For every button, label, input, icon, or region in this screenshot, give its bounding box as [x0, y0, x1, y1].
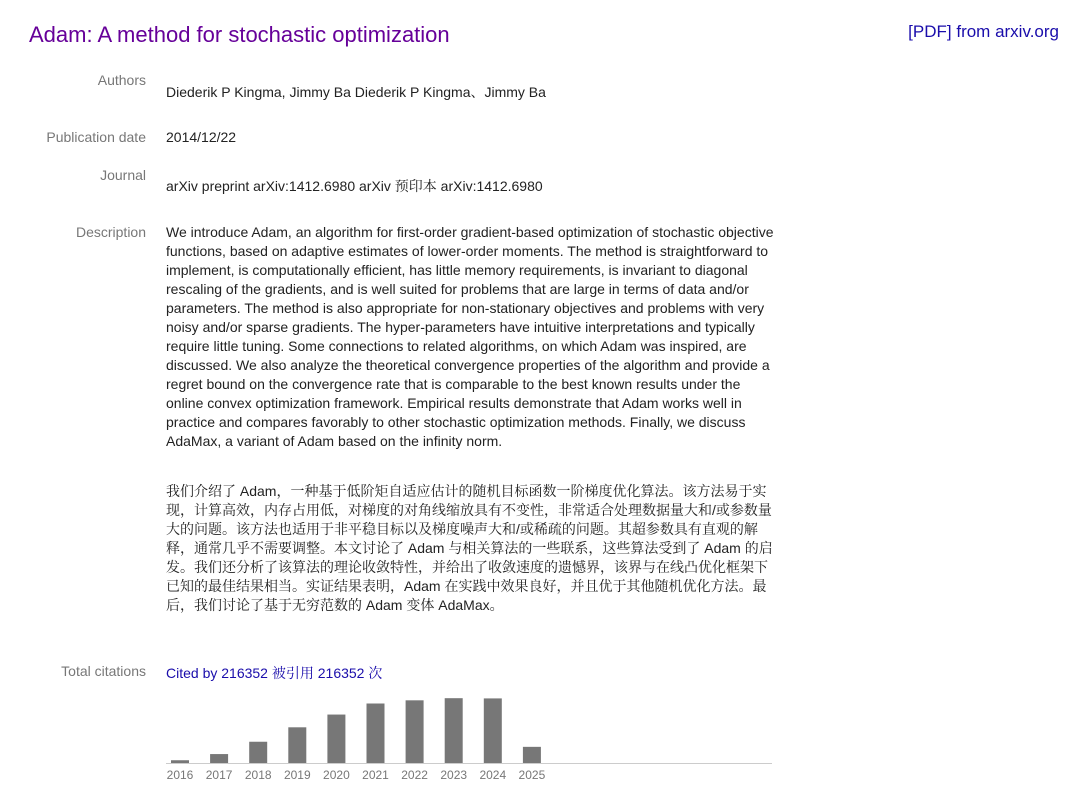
year-label-2023: 2023: [440, 768, 468, 782]
citation-bar-2023[interactable]: [445, 698, 463, 763]
paper-title-link[interactable]: Adam: A method for stochastic optimization: [29, 22, 450, 47]
year-label-2018: 2018: [244, 768, 272, 782]
total-citations-label: Total citations: [61, 663, 146, 679]
pdf-link[interactable]: [PDF] from arxiv.org: [908, 22, 1059, 41]
journal-label: Journal: [100, 167, 146, 183]
authors-label: Authors: [97, 72, 146, 88]
citations-chart: [160, 688, 780, 788]
authors-value: Diederik P Kingma, Jimmy Ba Diederik P Kingma、Jimmy Ba: [166, 84, 546, 100]
citation-bar-2021[interactable]: [367, 704, 385, 764]
citation-bar-2018[interactable]: [249, 742, 267, 763]
citation-bar-2022[interactable]: [406, 700, 424, 763]
year-label-2019: 2019: [283, 768, 311, 782]
year-label-2017: 2017: [205, 768, 233, 782]
description-chinese: 我们介绍了 Adam，一种基于低阶矩自适应估计的随机目标函数一阶梯度优化算法。该方法易于实现，计算高效，内存占用低，对梯度的对角线缩放具有不变性，非常适合处理数据量大和/或参数量大的问题。该方法也适用于非平稳目标以及梯度噪声大和/或稀疏的问题。其超参数具有直观的解释，通常几乎不需要调整。本文讨论了 Adam 与相关算法的一些联系，这些算法受到了 Adam 的启发。我们还分析了该算法的理论收敛特性，并给出了收敛速度的遗憾界，该界与在线凸优化框架下已知的最佳结果相当。实证结果表明，Adam 在实践中效果良好，并且优于其他随机优化方法。最后，我们讨论了基于无穷范数的 Adam 变体 AdaMax。: [166, 483, 773, 613]
citation-bar-2019[interactable]: [288, 727, 306, 763]
year-label-2024: 2024: [479, 768, 507, 782]
publication-date-label: Publication date: [46, 129, 146, 145]
citation-bar-2024[interactable]: [484, 698, 502, 763]
year-label-2022: 2022: [401, 768, 428, 782]
citation-bar-2025[interactable]: [523, 747, 541, 763]
cited-by-link[interactable]: Cited by 216352 被引用 216352 次: [166, 665, 383, 681]
citation-bar-2016[interactable]: [171, 760, 189, 763]
year-label-2025: 2025: [518, 768, 546, 782]
citation-bar-2020[interactable]: [327, 715, 345, 763]
publication-date-value: 2014/12/22: [166, 129, 237, 145]
year-label-2020: 2020: [323, 768, 350, 782]
citation-bar-2017[interactable]: [210, 754, 228, 763]
year-label-2021: 2021: [362, 768, 389, 782]
journal-value: arXiv preprint arXiv:1412.6980 arXiv 预印本 arXiv:1412.6980: [166, 178, 543, 194]
year-label-2016: 2016: [166, 768, 194, 782]
description-label: Description: [75, 224, 146, 240]
description-english: We introduce Adam, an algorithm for first-order gradient-based optimization of stochastic objective functions, based on adaptive estimates of lower-order moments. The method is straightforward to implement, is computationally efficient, has little memory requirements, is invariant to diagonal rescaling of the gradients, and is well suited for problems that are large in terms of data and/or parameters. The method is also appropriate for non-stationary objectives and problems with very noisy and/or sparse gradients. The hyper-parameters have intuitive interpretations and typically require little tuning. Some connections to related algorithms, on which Adam was inspired, are discussed. We also analyze the theoretical convergence properties of the algorithm and provide a regret bound on the convergence rate that is comparable to the best known results under the online convex optimization framework. Empirical results demonstrate that Adam works well in practice and compares favorably to other stochastic optimization methods. Finally, we discuss AdaMax, a variant of Adam based on the infinity norm.: [166, 224, 774, 449]
